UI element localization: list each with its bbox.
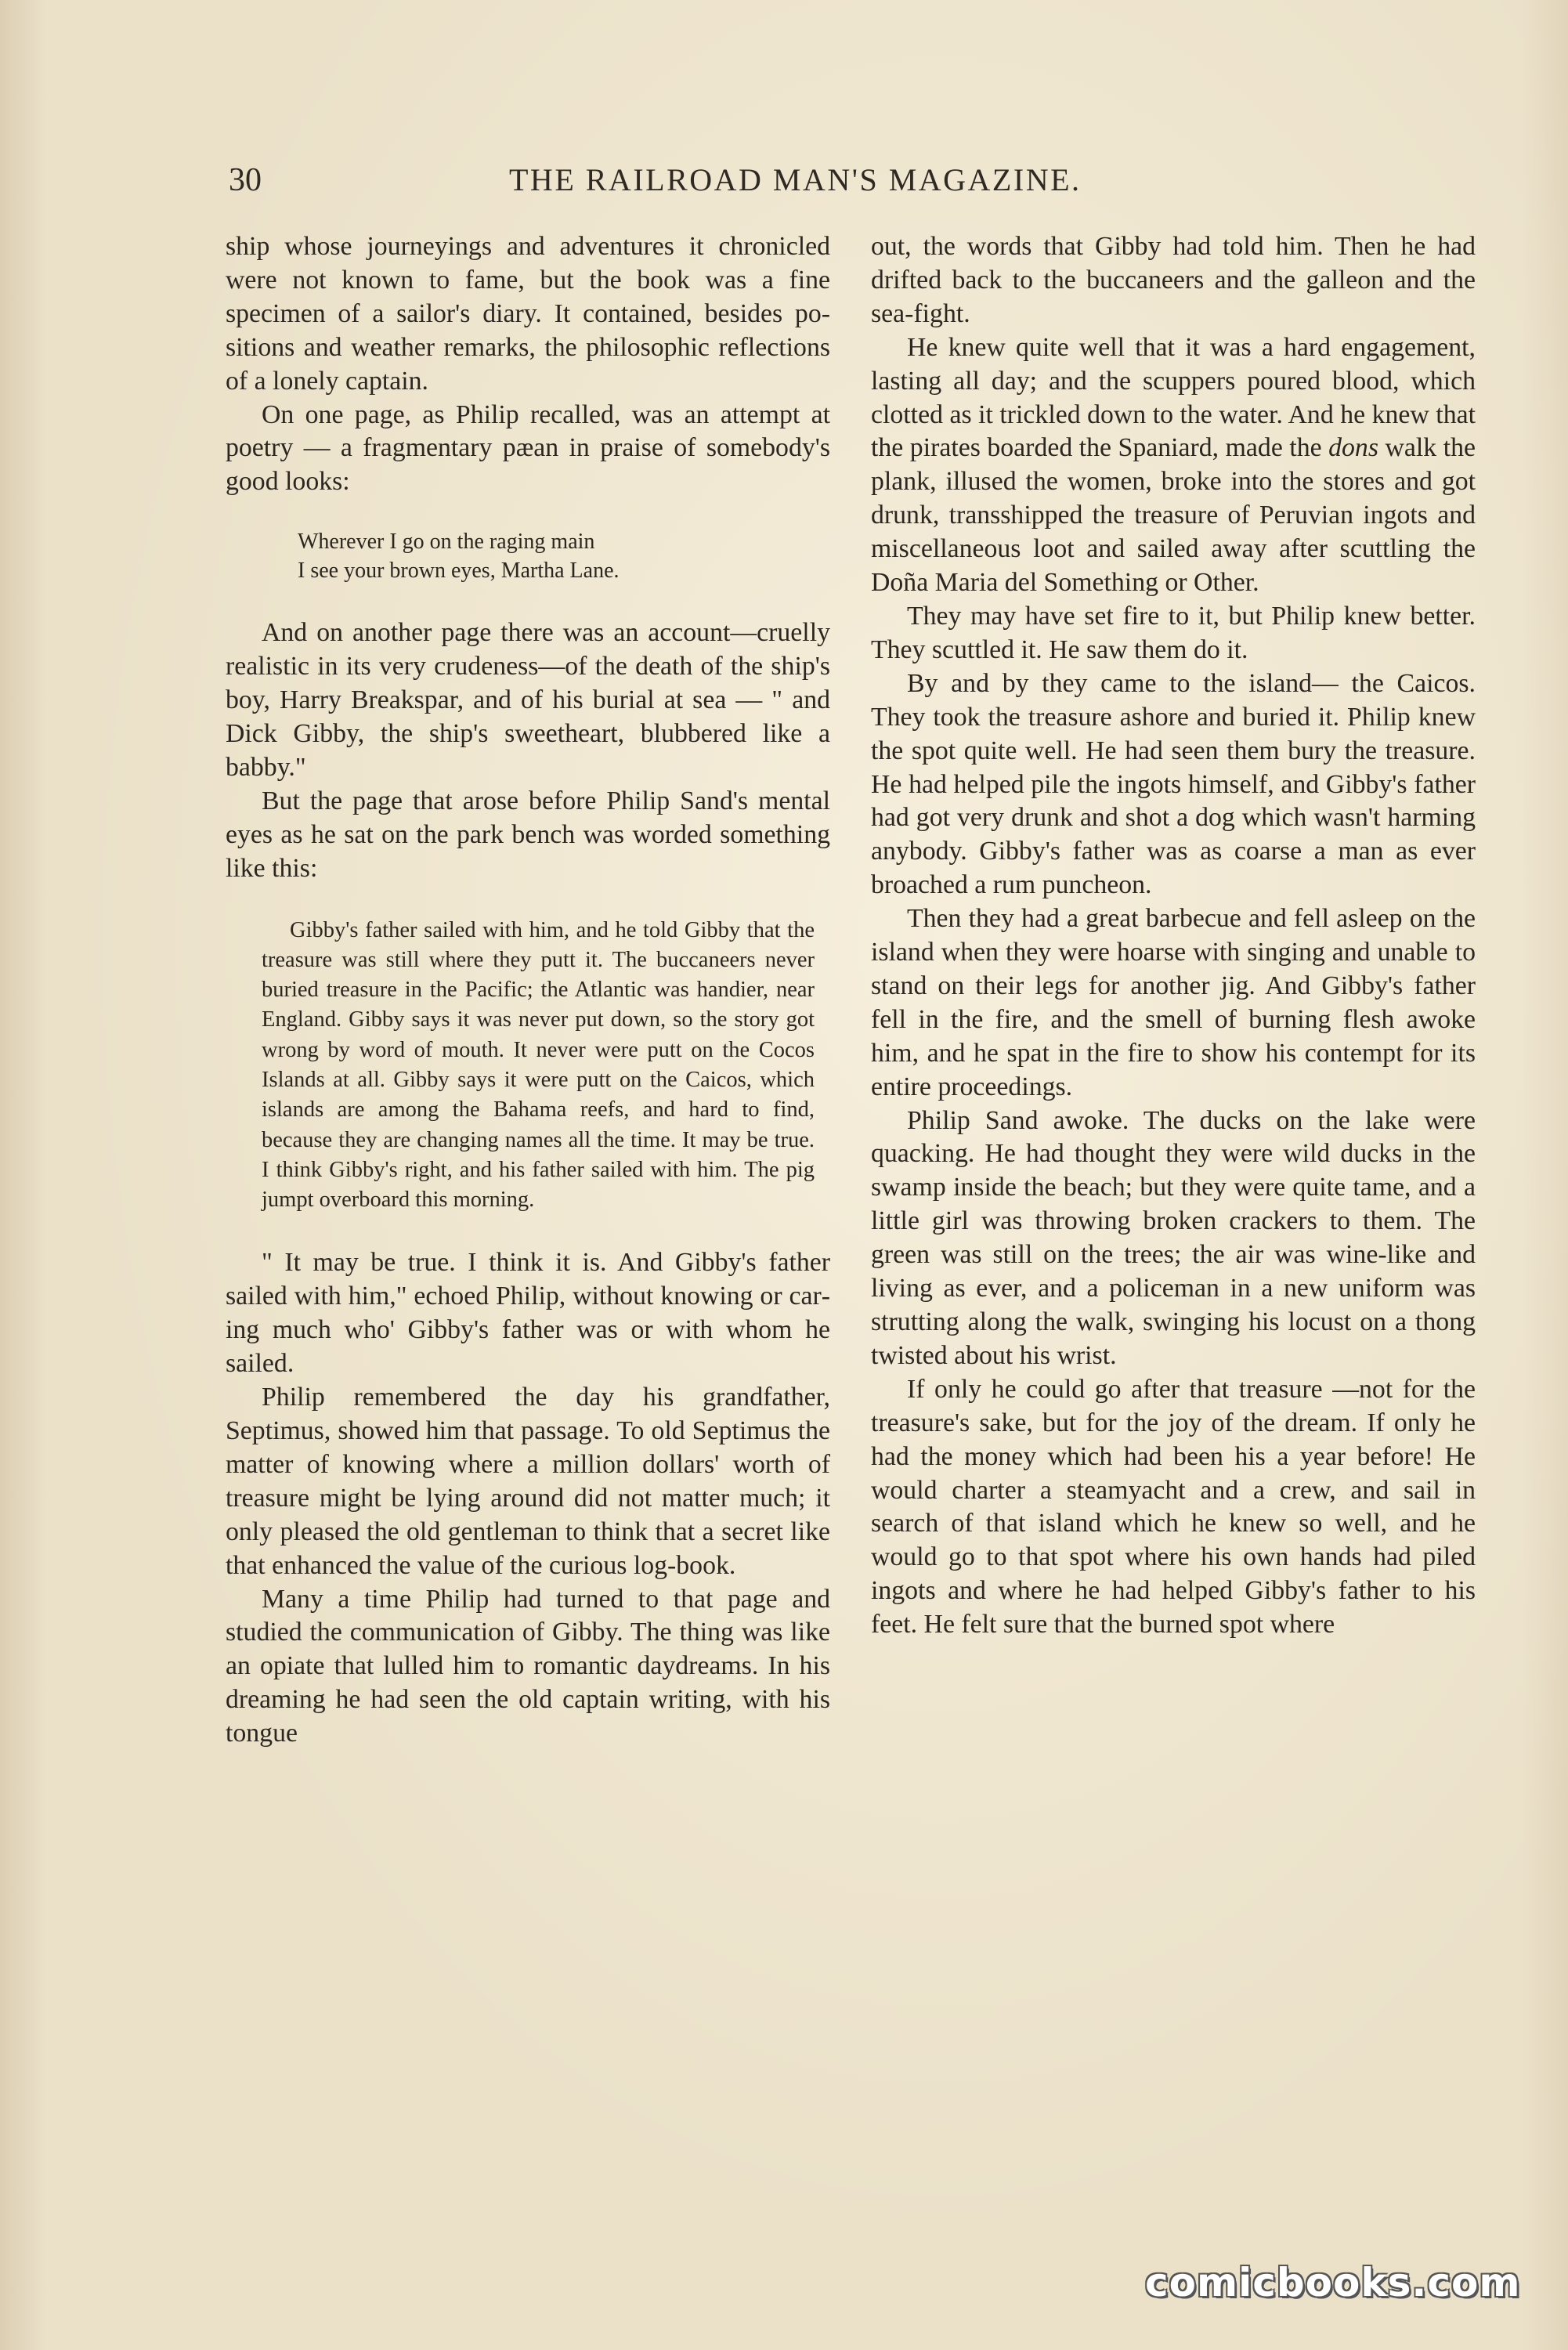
- paragraph-text: walk the plank, illused the women, broke into the stores and got drunk, transshipped the treasure of Peruvian ingots and miscellaneous loot and sailed away after scuttling the Doña Maria del Something or Other.: [871, 433, 1476, 598]
- paragraph: ship whose journeyings and adventures it chronicled were not known to fame, but the book was a fine specimen of a sailor's diary. It contained, besides positions and weather remarks, the philosophic reflections of a lonely captain.: [226, 232, 830, 396]
- paragraph: Philip remembered the day his grandfather, Septimus, showed him that passage. To old Septimus the matter of knowing where a million dollars' worth of treasure might be lying around did not matter much; it only pleased the old gentleman to think that a secret like that enhanced the value of the curious log-book.: [226, 1383, 830, 1580]
- paragraph: If only he could go after that treasure —not for the treasure's sake, but for the joy of the dream. If only he had the money which had been his a year before! He would charter a steamyacht and a crew, and sail in search of that island which he knew so well, and he would go to that spot where his own hands had piled ingots and where he had helped Gibby's father to his feet. He felt sure that the burned spot where: [871, 1374, 1476, 1640]
- right-column: [871, 230, 1476, 1642]
- italic-word: dons: [1328, 433, 1378, 463]
- running-head: THE RAILROAD MAN'S MAGAZINE.: [509, 162, 1082, 197]
- paragraph: [871, 331, 1476, 600]
- paragraph: But the page that arose before Philip Sand's mental eyes as he sat on the park bench was worded something like this:: [226, 786, 830, 883]
- paragraph: By and by they came to the island— the Caicos. They took the treasure ashore and buried it. Philip knew the spot quite well. He had seen them bury the treasure. He had helped pile the ingots himself, and Gibby's father had got very drunk and shot a dog which wasn't harming anybody. Gibby's father was as coarse a man as ever broached a rum puncheon.: [871, 668, 1476, 900]
- paragraph: " It may be true. I think it is. And Gibby's father sailed with him," echoed Philip, without knowing or caring much who' Gibby's father was or with whom he sailed.: [226, 1248, 830, 1379]
- extract-text: Gibby's father sailed with him, and he told Gibby that the treasure was still where they putt it. The buccaneers never buried treasure in the Pacific; the Atlantic was handier, near England. Gibby says it was never put down, so the story got wrong by word of mouth. It never were putt on the Cocos Islands at all. Gibby says it were putt on the Caicos, which islands are among the Bahama reefs, and hard to find, because they are changing names all the time. It may be true. I think Gibby's right, and his father sailed with him. The pig jumpt overboard this morning.: [262, 917, 815, 1213]
- watermark-logo: comicbooks.com: [1145, 2260, 1521, 2305]
- verse-line: I see your brown eyes, Martha Lane.: [298, 559, 620, 584]
- paragraph: Many a time Philip had turned to that page and studied the communication of Gibby. The thing was like an opiate that lulled him to romantic daydreams. In his dreaming he had seen the old captain writing, with his tongue: [226, 1584, 830, 1748]
- paragraph: Then they had a great barbecue and fell asleep on the island when they were hoarse with singing and unable to stand on their legs for another jig. And Gibby's father fell in the fire, and the smell of burning flesh awoke him, and he spat in the fire to show his contempt for its entire proceedings.: [871, 904, 1476, 1101]
- left-column: [226, 230, 830, 1751]
- paragraph: And on another page there was an account—cruelly realistic in its very crudeness—of the death of the ship's boy, Harry Breakspar, and of his burial at sea — " and Dick Gibby, the ship's sweetheart, blubbered like a babby.": [226, 618, 830, 782]
- paragraph: On one page, as Philip recalled, was an attempt at poetry — a fragmentary pæan in praise of somebody's good looks:: [226, 400, 830, 497]
- verse-quote: [226, 527, 830, 585]
- paragraph-text: He knew quite well that it was a hard engagement, lasting all day; and the scuppers poured blood, which clotted as it trickled down to the water. And he knew that the pirates boarded the Spaniard, made the: [871, 332, 1476, 463]
- paragraph: Philip Sand awoke. The ducks on the lake were quacking. He had thought they were wild ducks in the swamp inside the beach; but they were quite tame, and a little girl was throwing broken crackers to them. The green was still on the trees; the air was wine-like and living as ever, and a policeman in a new uniform was strutting along the walk, swinging his locust on a thong twisted about his wrist.: [871, 1105, 1476, 1370]
- verse-line: Wherever I go on the raging main: [298, 530, 595, 555]
- paragraph: out, the words that Gibby had told him. Then he had drifted back to the buccaneers and the galleon and the sea-fight.: [871, 232, 1476, 328]
- paragraph: They may have set fire to it, but Philip knew better. They scuttled it. He saw them do it.: [871, 601, 1476, 664]
- log-book-extract: [262, 916, 815, 1216]
- page-number: 30: [229, 162, 262, 198]
